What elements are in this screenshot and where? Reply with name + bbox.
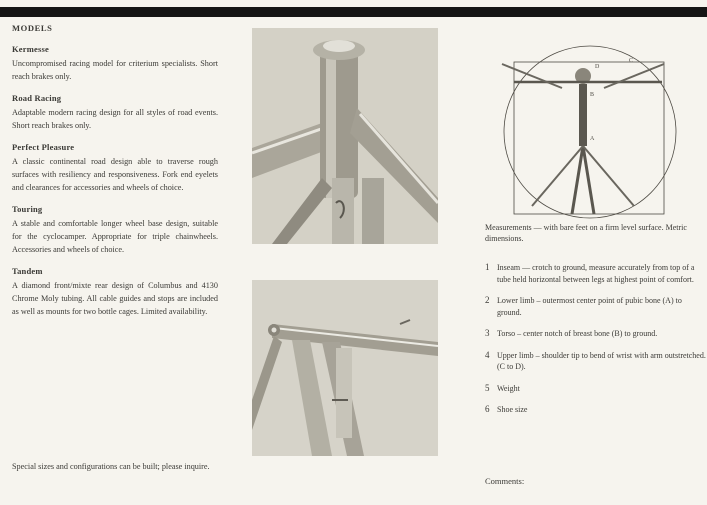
- model-name: Touring: [12, 204, 43, 214]
- measurement-item: [485, 295, 707, 318]
- frame-rear-triangle-photo: [252, 280, 438, 456]
- measurement-text: Inseam — crotch to ground, measure accurately from top of a tube held horizontal between legs at highest point of comfort.: [497, 263, 695, 284]
- measurement-text: Shoe size: [497, 405, 528, 414]
- measurement-number: 1: [485, 262, 490, 272]
- comments-label: Comments:: [485, 476, 525, 486]
- special-sizes-note: Special sizes and configurations can be built; please inquire.: [12, 462, 210, 471]
- measurement-text: Weight: [497, 383, 520, 393]
- model-perfect-pleasure: [12, 142, 218, 194]
- measurement-number: 2: [485, 295, 490, 305]
- measurement-item: [485, 383, 707, 395]
- svg-text:B: B: [590, 92, 595, 98]
- top-border-bar: [0, 7, 707, 17]
- models-heading: MODELS: [12, 23, 53, 33]
- models-column: [12, 23, 218, 328]
- model-touring: [12, 204, 218, 256]
- measurement-item: [485, 350, 707, 373]
- model-description: A stable and comfortable longer wheel base design, suitable for the cyclocamper. Appropriate for triple chainwheels. Accessories and wheels of choice.: [12, 219, 218, 254]
- measurement-item: [485, 262, 707, 285]
- model-name: Tandem: [12, 266, 43, 276]
- measurement-number: 4: [485, 349, 490, 360]
- svg-text:A: A: [590, 136, 595, 142]
- measurement-number: 6: [485, 404, 490, 414]
- measurements-list: [485, 262, 707, 426]
- measurement-text: Torso – center notch of breast bone (B) to ground.: [497, 329, 658, 338]
- measurements-intro: Measurements — with bare feet on a firm level surface. Metric dimensions.: [485, 223, 687, 243]
- measurement-number: 3: [485, 328, 490, 338]
- model-description: A classic continental road design able to traverse rough surfaces with resiliency and responsiveness. Fork end eyelets and clearances for accessories and wheels of choice.: [12, 157, 218, 192]
- measurement-text: Lower limb – outermost center point of pubic bone (A) to ground.: [497, 296, 682, 317]
- model-road-racing: [12, 93, 218, 132]
- vitruvian-man-illustration: [492, 36, 688, 222]
- model-description: Uncompromised racing model for criterium specialists. Short reach brakes only.: [12, 59, 218, 81]
- model-name: Perfect Pleasure: [12, 142, 75, 152]
- model-description: Adaptable modern racing design for all styles of road events. Short reach brakes only.: [12, 108, 218, 130]
- model-kermesse: [12, 44, 218, 83]
- model-name: Road Racing: [12, 93, 62, 103]
- model-description: A diamond front/mixte rear design of Columbus and 4130 Chrome Moly tubing. All cable guides and stops are included as well as mounts for two bottle cages. Limited availability.: [12, 281, 218, 316]
- measurement-text: Upper limb – shoulder tip to bend of wrist with arm outstretched. (C to D).: [497, 350, 706, 371]
- frame-head-tube-photo: [252, 28, 438, 244]
- measurement-item: [485, 328, 707, 340]
- model-name: Kermesse: [12, 44, 49, 54]
- svg-text:D: D: [595, 64, 600, 70]
- measurement-item: [485, 404, 707, 416]
- svg-text:C: C: [629, 58, 634, 64]
- model-tandem: [12, 266, 218, 318]
- measurement-number: 5: [485, 382, 490, 393]
